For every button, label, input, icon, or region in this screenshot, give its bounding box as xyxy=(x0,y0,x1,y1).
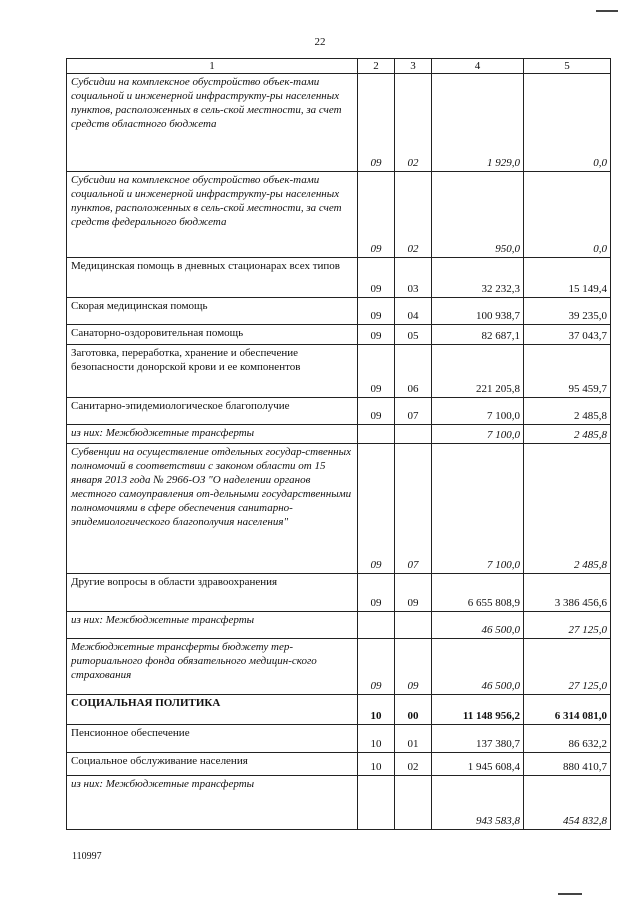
row-name: Скорая медицинская помощь xyxy=(67,298,358,325)
row-value-actual: 2 485,8 xyxy=(524,444,611,574)
row-value-plan: 46 500,0 xyxy=(432,612,524,639)
row-section-code xyxy=(358,612,395,639)
budget-table xyxy=(66,58,611,830)
row-value-actual: 27 125,0 xyxy=(524,639,611,695)
row-value-plan: 32 232,3 xyxy=(432,258,524,298)
row-value-plan: 100 938,7 xyxy=(432,298,524,325)
row-value-plan: 1 945 608,4 xyxy=(432,753,524,776)
table-row xyxy=(67,345,611,398)
row-subsection-code: 00 xyxy=(395,695,432,725)
row-section-code: 09 xyxy=(358,574,395,612)
row-subsection-code: 09 xyxy=(395,639,432,695)
row-value-plan: 943 583,8 xyxy=(432,776,524,830)
row-subsection-code: 02 xyxy=(395,74,432,172)
row-value-plan: 7 100,0 xyxy=(432,398,524,425)
row-value-actual: 0,0 xyxy=(524,74,611,172)
row-value-plan: 46 500,0 xyxy=(432,639,524,695)
row-subsection-code xyxy=(395,425,432,444)
row-value-actual: 2 485,8 xyxy=(524,398,611,425)
table-row xyxy=(67,574,611,612)
row-value-plan: 82 687,1 xyxy=(432,325,524,345)
header-col-1: 1 xyxy=(67,59,358,74)
row-name: Заготовка, переработка, хранение и обеспечение безопасности донорской крови и ее компонентов xyxy=(67,345,358,398)
row-value-actual: 3 386 456,6 xyxy=(524,574,611,612)
row-subsection-code: 07 xyxy=(395,398,432,425)
row-value-plan: 137 380,7 xyxy=(432,725,524,753)
row-subsection-code: 03 xyxy=(395,258,432,298)
row-subsection-code: 07 xyxy=(395,444,432,574)
row-value-plan: 221 205,8 xyxy=(432,345,524,398)
table-row xyxy=(67,258,611,298)
header-col-2: 2 xyxy=(358,59,395,74)
row-section-code: 09 xyxy=(358,444,395,574)
row-name: Субсидии на комплексное обустройство объек-тами социальной и инженерной инфраструкту-ры населенных пунктов, расположенных в сель-ской местности, за счет средств областного бюджета xyxy=(67,74,358,172)
row-section-code xyxy=(358,425,395,444)
row-name: Социальное обслуживание населения xyxy=(67,753,358,776)
row-value-actual: 37 043,7 xyxy=(524,325,611,345)
row-section-code: 09 xyxy=(358,325,395,345)
row-name: Субсидии на комплексное обустройство объек-тами социальной и инженерной инфраструкту-ры населенных пунктов, расположенных в сель-ской местности, за счет средств федерального бюджета xyxy=(67,172,358,258)
row-value-actual: 86 632,2 xyxy=(524,725,611,753)
header-row xyxy=(67,59,611,74)
row-name: Санитарно-эпидемиологическое благополучие xyxy=(67,398,358,425)
row-section-code: 09 xyxy=(358,172,395,258)
table-row xyxy=(67,695,611,725)
table-row xyxy=(67,444,611,574)
row-value-plan: 7 100,0 xyxy=(432,444,524,574)
row-section-code: 09 xyxy=(358,398,395,425)
page-number: 22 xyxy=(314,36,326,48)
row-value-actual: 2 485,8 xyxy=(524,425,611,444)
table-row xyxy=(67,425,611,444)
row-name: Межбюджетные трансферты бюджету тер-риториального фонда обязательного медицин-ского страхования xyxy=(67,639,358,695)
row-value-plan: 11 148 956,2 xyxy=(432,695,524,725)
row-value-actual: 27 125,0 xyxy=(524,612,611,639)
row-subsection-code: 02 xyxy=(395,172,432,258)
row-value-actual: 95 459,7 xyxy=(524,345,611,398)
row-section-code: 09 xyxy=(358,345,395,398)
document-code: 110997 xyxy=(72,851,102,862)
row-subsection-code: 09 xyxy=(395,574,432,612)
scan-mark-bottom xyxy=(558,893,582,895)
row-name: Другие вопросы в области здравоохранения xyxy=(67,574,358,612)
table-row xyxy=(67,172,611,258)
row-value-actual: 6 314 081,0 xyxy=(524,695,611,725)
row-value-actual: 880 410,7 xyxy=(524,753,611,776)
row-value-plan: 1 929,0 xyxy=(432,74,524,172)
row-section-code xyxy=(358,776,395,830)
row-section-code: 10 xyxy=(358,725,395,753)
row-section-code: 09 xyxy=(358,258,395,298)
row-name: СОЦИАЛЬНАЯ ПОЛИТИКА xyxy=(67,695,358,725)
table-row xyxy=(67,398,611,425)
row-value-actual: 454 832,8 xyxy=(524,776,611,830)
row-name: из них: Межбюджетные трансферты xyxy=(67,612,358,639)
row-name: Санаторно-оздоровительная помощь xyxy=(67,325,358,345)
row-section-code: 10 xyxy=(358,753,395,776)
row-section-code: 10 xyxy=(358,695,395,725)
row-subsection-code: 04 xyxy=(395,298,432,325)
row-value-actual: 15 149,4 xyxy=(524,258,611,298)
row-value-plan: 950,0 xyxy=(432,172,524,258)
row-value-actual: 39 235,0 xyxy=(524,298,611,325)
table-row xyxy=(67,325,611,345)
row-section-code: 09 xyxy=(358,298,395,325)
row-name: Пенсионное обеспечение xyxy=(67,725,358,753)
table-row xyxy=(67,776,611,830)
row-value-plan: 7 100,0 xyxy=(432,425,524,444)
row-subsection-code: 02 xyxy=(395,753,432,776)
table-row xyxy=(67,612,611,639)
table-row xyxy=(67,74,611,172)
header-col-5: 5 xyxy=(524,59,611,74)
table-row xyxy=(67,639,611,695)
scan-mark-top xyxy=(596,10,618,12)
row-value-plan: 6 655 808,9 xyxy=(432,574,524,612)
table-row xyxy=(67,298,611,325)
row-name: Медицинская помощь в дневных стационарах всех типов xyxy=(67,258,358,298)
row-subsection-code: 01 xyxy=(395,725,432,753)
header-col-3: 3 xyxy=(395,59,432,74)
table-row xyxy=(67,725,611,753)
row-section-code: 09 xyxy=(358,639,395,695)
row-subsection-code xyxy=(395,776,432,830)
row-name: из них: Межбюджетные трансферты xyxy=(67,425,358,444)
row-subsection-code xyxy=(395,612,432,639)
row-subsection-code: 05 xyxy=(395,325,432,345)
header-col-4: 4 xyxy=(432,59,524,74)
row-value-actual: 0,0 xyxy=(524,172,611,258)
row-section-code: 09 xyxy=(358,74,395,172)
row-name: Субвенции на осуществление отдельных государ-ственных полномочий в соответствии с законом области от 15 января 2013 года № 2966-ОЗ "О наделении органов местного самоуправления от-дельными государственными полномочиями в сфере обеспечения санитарно-эпидемиологического благополучия населения" xyxy=(67,444,358,574)
row-subsection-code: 06 xyxy=(395,345,432,398)
row-name: из них: Межбюджетные трансферты xyxy=(67,776,358,830)
table-row xyxy=(67,753,611,776)
